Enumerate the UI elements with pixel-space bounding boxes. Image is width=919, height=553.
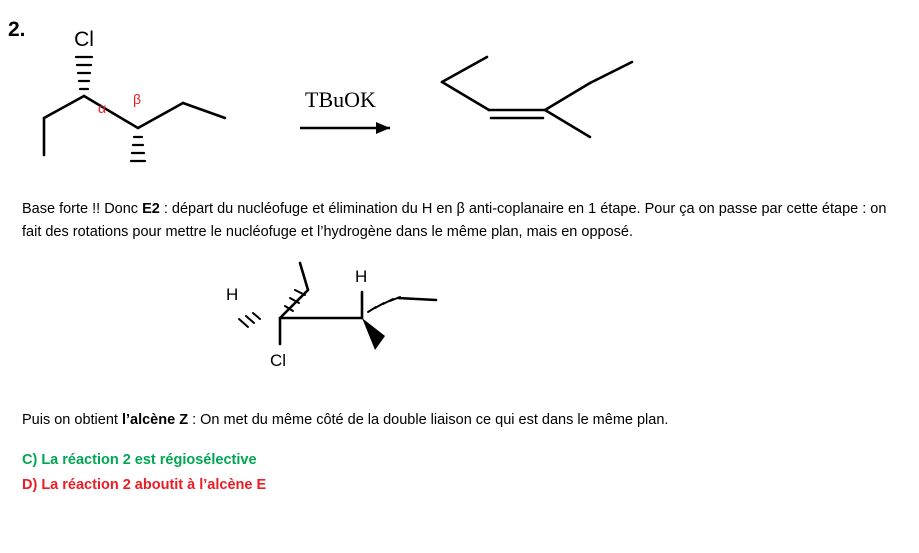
- hash-bond-h-beta: [131, 137, 145, 161]
- product-structure: [442, 57, 632, 137]
- reaction-scheme: [0, 0, 919, 190]
- newman-structure: [180, 258, 500, 383]
- label-alpha: α: [98, 100, 107, 116]
- explanation-paragraph-2: [22, 409, 894, 432]
- answer-option-c[interactable]: C) La réaction 2 est régiosélective: [22, 452, 257, 468]
- para1-part2: : départ du nucléofuge et élimination du H en β anti-coplanaire en 1 étape. Pour ça on passe par cette étape : on fait des rotations pour mettre le nucléofuge et l’hydrogène dans le même plan, mais en opposé.: [22, 201, 887, 240]
- para2-bold: l’alcène Z: [121, 412, 189, 428]
- hash-bond-cl: [76, 57, 92, 89]
- label-cl: Cl: [74, 28, 94, 51]
- reaction-arrow: [300, 122, 390, 134]
- wedge-bond-right: [362, 318, 385, 350]
- hash-bond-h-left: [239, 313, 260, 327]
- para2-part2: : On met du même côté de la double liaison ce qui est dans le même plan.: [188, 412, 669, 428]
- label-h-top: H: [355, 267, 368, 286]
- newman-structure-svg: [180, 258, 500, 383]
- para2-part1: Puis on obtient: [22, 412, 122, 428]
- reagent-label: TBuOK: [305, 87, 376, 112]
- question-number: 2.: [8, 18, 26, 41]
- para1-bold: E2: [142, 201, 160, 217]
- hash-bond-upper-left: [285, 290, 305, 311]
- reaction-scheme-svg: [0, 0, 919, 190]
- explanation-paragraph-1: [22, 198, 894, 244]
- para1-part1: Base forte !! Donc: [22, 201, 143, 217]
- label-cl-bottom: Cl: [270, 351, 287, 370]
- answer-option-d[interactable]: D) La réaction 2 aboutit à l’alcène E: [22, 477, 267, 493]
- label-h-left: H: [226, 285, 239, 304]
- label-beta: β: [133, 91, 142, 107]
- hash-bond-right: [368, 297, 400, 312]
